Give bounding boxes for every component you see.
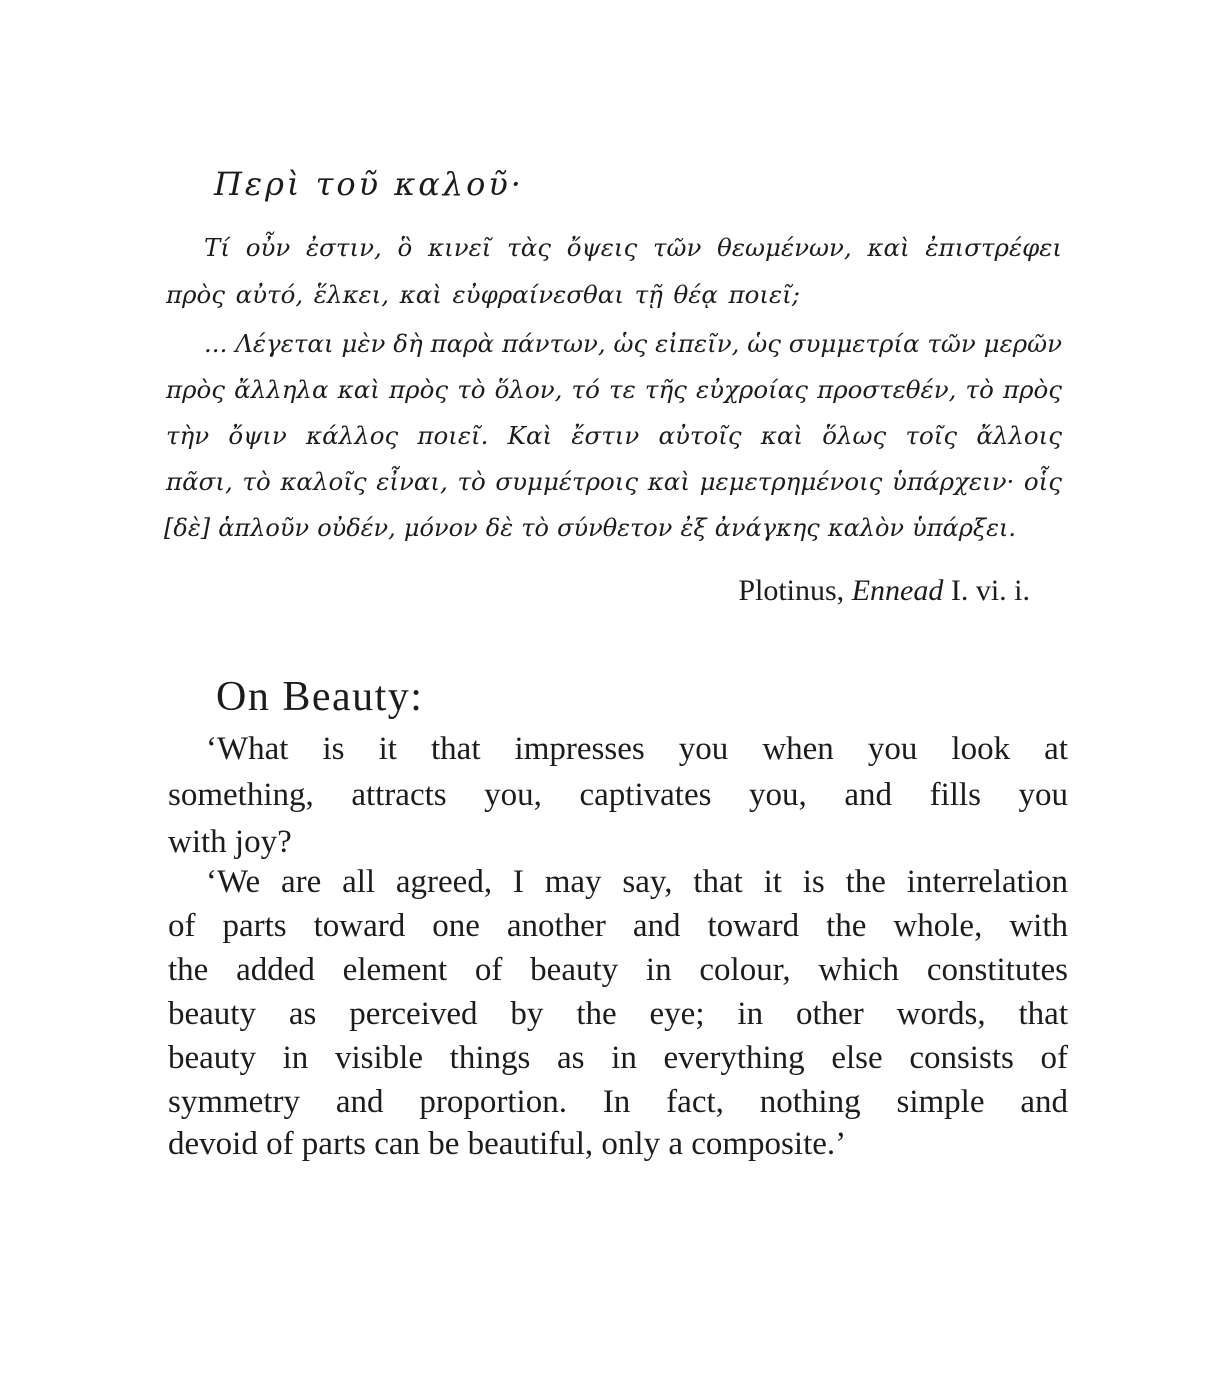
source-attribution xyxy=(738,576,1030,606)
greek-line: Τί οὖν ἐστιν, ὃ κινεῖ τὰς ὄψεις τῶν θεωμένων, καὶ ἐπιστρέφει xyxy=(204,233,1062,262)
greek-line: τὴν ὄψιν κάλλος ποιεῖ. Καὶ ἔστιν αὐτοῖς καὶ ὅλως τοῖς ἄλλοις xyxy=(166,421,1062,450)
attribution-author: Plotinus, xyxy=(738,574,845,607)
english-line: ‘We are all agreed, I may say, that it is the interrelation xyxy=(206,864,1068,900)
english-line: ‘What is it that impresses you when you look at xyxy=(206,731,1068,767)
english-line: something, attracts you, captivates you, and fills you xyxy=(168,777,1068,813)
greek-line: ... Λέγεται μὲν δὴ παρὰ πάντων, ὡς εἰπεῖν, ὡς συμμετρία τῶν μερῶν xyxy=(204,329,1062,358)
english-line: beauty as perceived by the eye; in other words, that xyxy=(168,996,1068,1032)
greek-line: πᾶσι, τὸ καλοῖς εἶναι, τὸ συμμέτροις καὶ μεμετρημένοις ὑπάρχειν· οἷς xyxy=(166,467,1062,496)
greek-heading: Περὶ τοῦ καλοῦ· xyxy=(214,165,524,203)
attribution-work: Ennead xyxy=(851,574,944,607)
english-line: with joy? xyxy=(168,824,292,860)
english-line: symmetry and proportion. In fact, nothing simple and xyxy=(168,1084,1068,1120)
english-line: the added element of beauty in colour, which constitutes xyxy=(168,952,1068,988)
english-line: of parts toward one another and toward the whole, with xyxy=(168,908,1068,944)
english-line: beauty in visible things as in everything else consists of xyxy=(168,1040,1068,1076)
greek-line: πρὸς ἄλληλα καὶ πρὸς τὸ ὅλον, τό τε τῆς εὐχροίας προστεθέν, τὸ πρὸς xyxy=(166,375,1062,404)
attribution-reference: I. vi. i. xyxy=(950,574,1030,607)
english-heading: On Beauty: xyxy=(216,674,424,720)
greek-line: πρὸς αὐτό, ἕλκει, καὶ εὐφραίνεσθαι τῇ θέᾳ ποιεῖ; xyxy=(166,280,800,309)
english-line: devoid of parts can be beautiful, only a composite.’ xyxy=(168,1126,847,1162)
greek-line: [δὲ] ἁπλοῦν οὐδέν, μόνον δὲ τὸ σύνθετον ἐξ ἀνάγκης καλὸν ὑπάρξει. xyxy=(164,514,1016,542)
